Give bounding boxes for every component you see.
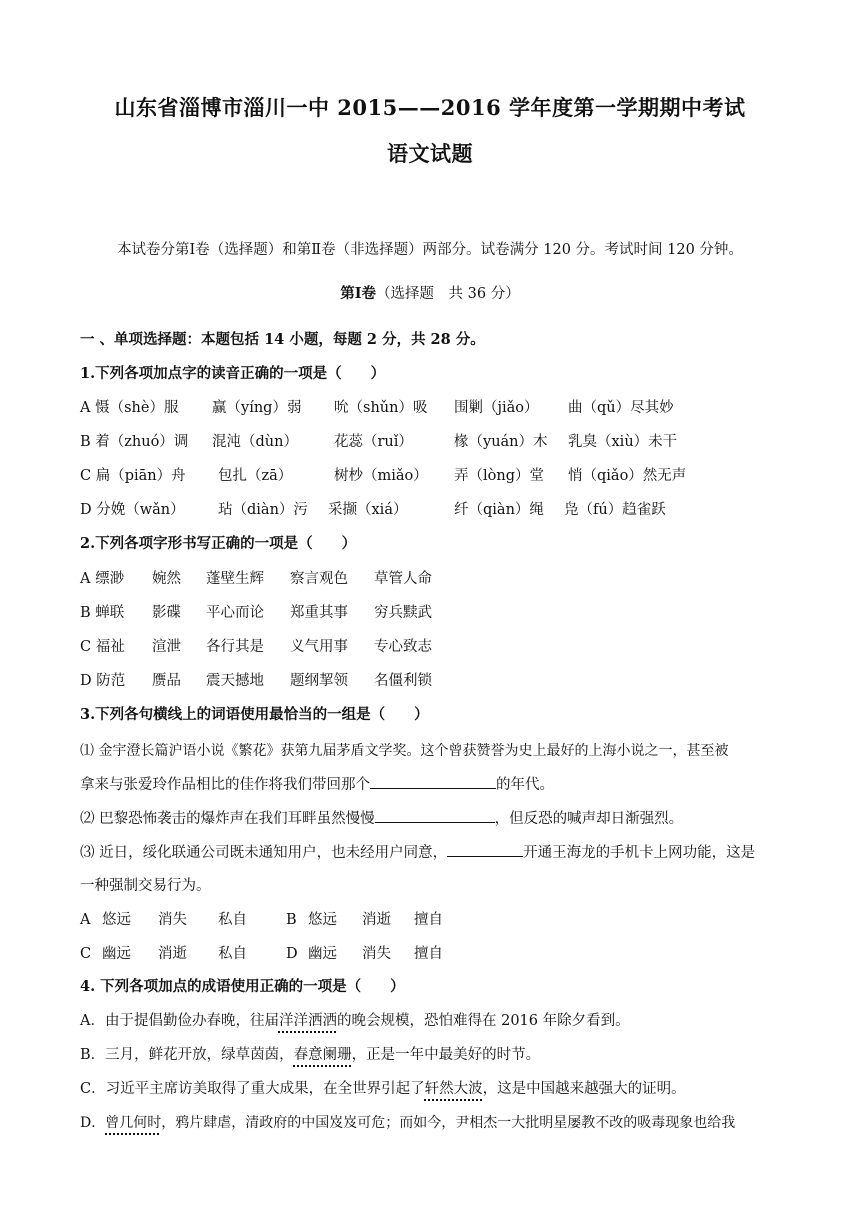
q3-text: 的年代。 (496, 777, 554, 793)
option-word: 消失 (362, 946, 391, 962)
q2-item: 专心致志 (374, 639, 432, 655)
q2-item: 义气用事 (290, 639, 348, 655)
q1-item: 纤（qiàn）绳 (454, 502, 544, 518)
q2-item: A 缥渺 (80, 571, 125, 587)
q4-text: 的晚会规模，恐怕难得在 2016 年除夕看到。 (336, 1013, 630, 1029)
q3-text: 拿来与张爱玲作品相比的佳作将我们带回那个 (80, 777, 370, 793)
q2-item: 名僵利锁 (374, 673, 432, 689)
q3-stem: 3.下列各句横线上的词语使用最恰当的一组是（ ） (80, 706, 429, 723)
part1-desc: （选择题 共 36 分） (376, 286, 520, 302)
q3-text: ，但反恐的喊声却日渐强烈。 (494, 811, 684, 827)
q2-item: 影碟 (152, 605, 181, 621)
q1-item: 花蕊（ruǐ） (334, 434, 413, 450)
q1-item: C 扁（piān）舟 (80, 468, 186, 484)
exam-subtitle: 语文试题 (387, 141, 473, 166)
q4-stem: 4. 下列各项加点的成语使用正确的一项是（ ） (80, 978, 405, 995)
q1-item: 树杪（miǎo） (334, 468, 428, 484)
q4-text: C．习近平主席访美取得了重大成果，在全世界引起了 (80, 1081, 425, 1097)
q1-item: 凫（fú）趋雀跃 (564, 502, 666, 518)
q4-option-d (80, 1113, 790, 1133)
q4-text: A．由于提倡勤俭办春晚，往届 (80, 1013, 279, 1029)
q3-sentence-3 (80, 842, 790, 863)
option-word: 擅自 (414, 946, 443, 962)
q1-item: 乳臭（xiù）未干 (568, 434, 678, 450)
q4-text: ，这是中国越来越强大的证明。 (482, 1081, 686, 1097)
q2-item: D 防范 (80, 673, 126, 689)
dotted-idiom: 曾几何时 (105, 1115, 162, 1131)
q3-sentence-1: ⑴ 金宇澄长篇沪语小说《繁花》获第九届茅盾文学奖。这个曾获赞誉为史上最好的上海小说之一，甚至被 (80, 743, 729, 759)
answer-blank (370, 774, 496, 789)
exam-intro: 本试卷分第Ⅰ卷（选择题）和第Ⅱ卷（非选择题）两部分。试卷满分 120 分。考试时间 120 分钟。 (117, 242, 743, 258)
q1-item: 包扎（zā） (218, 468, 293, 484)
q1-item: 椽（yuán）木 (454, 434, 548, 450)
q3-text: ⑶ 近日，绥化联通公司既未通知用户，也未经用户同意， (80, 845, 448, 861)
exam-title: 山东省淄博市淄川一中 2015——2016 学年度第一学期期中考试 (114, 95, 746, 120)
q2-item: 郑重其事 (290, 605, 348, 621)
option-word: 幽远 (308, 946, 337, 962)
q3-sentence-1-cont (80, 774, 790, 795)
q2-item: 平心而论 (206, 605, 264, 621)
option-word: 消失 (158, 912, 187, 928)
dotted-idiom: 春意阑珊 (293, 1047, 352, 1063)
q2-item: 蓬壁生辉 (206, 571, 264, 587)
q1-stem: 1.下列各项加点字的读音正确的一项是（ ） (80, 365, 386, 382)
option-word: 私自 (218, 946, 247, 962)
part1-label: 第Ⅰ卷 (340, 285, 377, 302)
dotted-idiom: 洋洋洒洒 (278, 1013, 337, 1029)
option-letter: B (286, 912, 297, 928)
q4-text: D． (80, 1115, 106, 1131)
q3-sentence-3-cont: 一种强制交易行为。 (80, 878, 211, 894)
q4-option-c (80, 1079, 790, 1099)
q2-item: C 福祉 (80, 639, 125, 655)
option-word: 擅自 (414, 912, 443, 928)
option-letter: C (80, 946, 92, 962)
answer-blank (375, 808, 495, 823)
q2-item: 震天撼地 (206, 673, 264, 689)
q2-item: 穷兵黩武 (374, 605, 432, 621)
q1-item: 玷（diàn）污 (218, 502, 308, 518)
q1-item: 赢（yíng）弱 (212, 400, 302, 416)
dotted-idiom: 轩然大波 (424, 1081, 483, 1097)
option-word: 消逝 (362, 912, 391, 928)
q3-text: ⑵ 巴黎恐怖袭击的爆炸声在我们耳畔虽然慢慢 (80, 811, 375, 827)
option-word: 消逝 (158, 946, 187, 962)
q4-option-b (80, 1045, 790, 1065)
q2-item: 渲泄 (152, 639, 181, 655)
q2-item: 婉然 (152, 571, 181, 587)
q1-item: 混沌（dùn） (212, 434, 298, 450)
q2-item: 察言观色 (290, 571, 348, 587)
q2-item: 草管人命 (374, 571, 432, 587)
option-letter: D (286, 946, 298, 962)
q3-sentence-2 (80, 808, 790, 829)
q2-stem: 2.下列各项字形书写正确的一项是（ ） (80, 535, 357, 552)
q1-item: 采撷（xiá） (328, 502, 408, 518)
part1-heading (0, 284, 860, 304)
q3-text: 开通王海龙的手机卡上网功能，这是 (523, 845, 756, 861)
q1-item: 弄（lòng）堂 (454, 468, 544, 484)
q1-item: 悄（qiǎo）然无声 (568, 468, 687, 484)
q2-item: B 蝉联 (80, 605, 125, 621)
q1-item: D 分娩（wǎn） (80, 502, 185, 518)
q2-item: 赝品 (152, 673, 181, 689)
option-word: 私自 (218, 912, 247, 928)
q1-item: A 慑（shè）服 (80, 400, 179, 416)
q4-text: ，鸦片肆虐，清政府的中国岌岌可危；而如今，尹相杰一大批明星屡教不改的吸毒现象也给我 (161, 1115, 736, 1131)
option-word: 悠远 (102, 912, 131, 928)
q1-item: 曲（qǔ）尽其妙 (568, 400, 674, 416)
q2-item: 题纲挈领 (290, 673, 348, 689)
option-word: 悠远 (308, 912, 337, 928)
q4-option-a (80, 1011, 790, 1031)
q1-item: B 着（zhuó）调 (80, 434, 189, 450)
option-word: 幽远 (102, 946, 131, 962)
q2-item: 各行其是 (206, 639, 264, 655)
q4-text: B．三月，鲜花开放，绿草茵茵， (80, 1047, 294, 1063)
option-letter: A (80, 912, 91, 928)
q1-item: 围剿（jiǎo） (454, 400, 539, 416)
q1-item: 吮（shǔn）吸 (334, 400, 428, 416)
section1-heading: 一 、单项选择题：本题包括 14 小题，每题 2 分，共 28 分。 (80, 331, 485, 348)
answer-blank (447, 842, 523, 857)
q4-text: ，正是一年中最美好的时节。 (351, 1047, 541, 1063)
